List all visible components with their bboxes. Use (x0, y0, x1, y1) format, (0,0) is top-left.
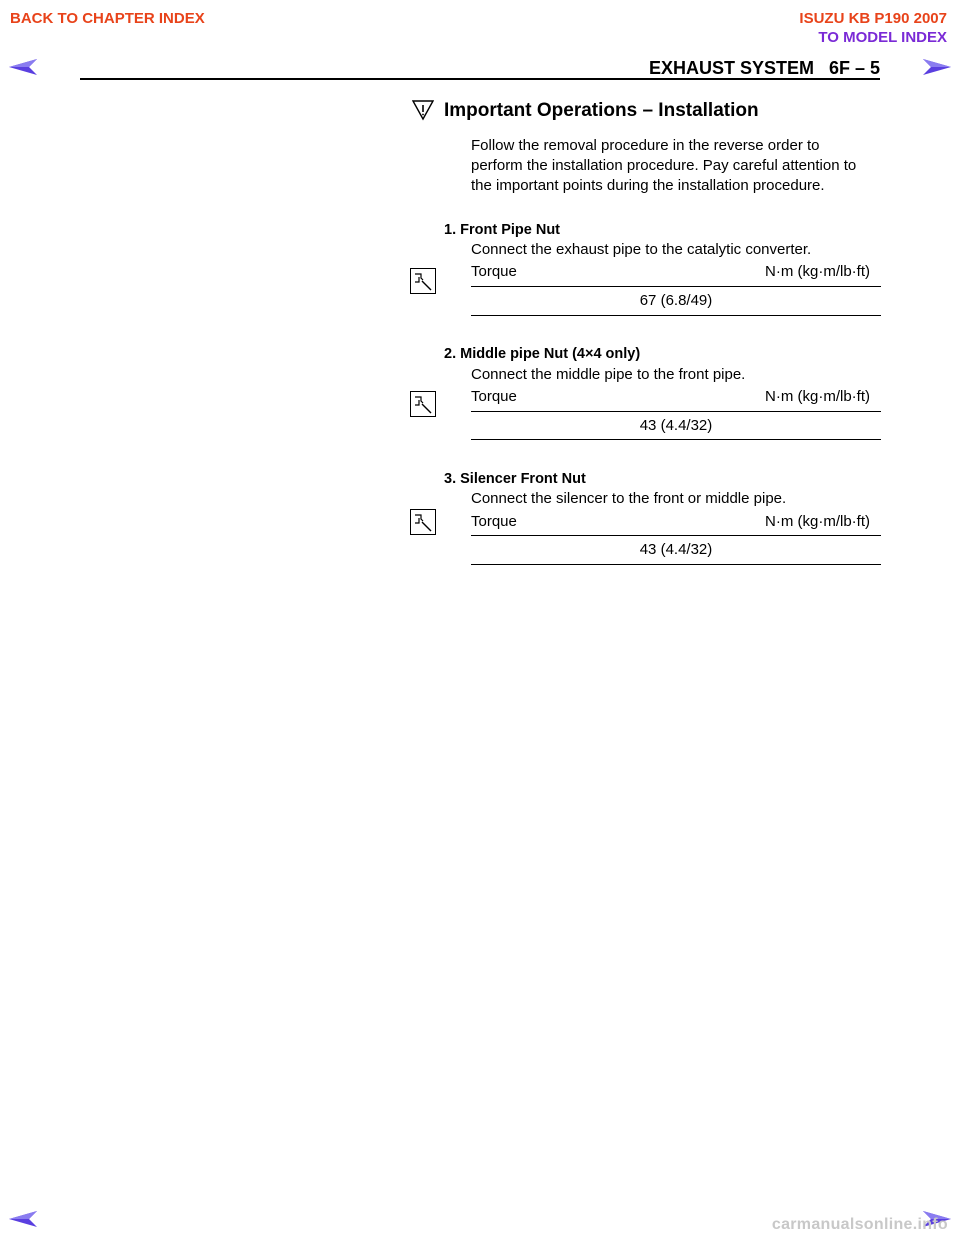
header-divider (80, 78, 880, 80)
caution-triangle-icon (412, 99, 434, 121)
table-divider (471, 315, 881, 316)
page-header-title: EXHAUST SYSTEM 6F – 5 (648, 58, 880, 78)
step-2-torque-label: Torque (471, 388, 517, 405)
torque-wrench-icon (410, 509, 436, 535)
step-3-description: Connect the silencer to the front or middle pipe. (471, 490, 787, 507)
intro-line: perform the installation procedure. Pay careful attention to (471, 157, 857, 174)
step-2-torque-unit: N·m (kg·m/lb·ft) (765, 388, 870, 405)
table-divider (471, 564, 881, 565)
step-1-heading: 1. Front Pipe Nut (444, 222, 560, 238)
model-title: ISUZU KB P190 2007 (799, 10, 947, 27)
back-to-chapter-index-link[interactable]: BACK TO CHAPTER INDEX (10, 10, 205, 27)
torque-wrench-icon (410, 268, 436, 294)
step-3-torque-value: 43 (4.4/32) (639, 541, 713, 558)
intro-line: Follow the removal procedure in the reverse order to (471, 137, 820, 154)
step-2-torque-value: 43 (4.4/32) (639, 417, 713, 434)
step-2-description: Connect the middle pipe to the front pipe. (471, 366, 746, 383)
step-3-torque-unit: N·m (kg·m/lb·ft) (765, 513, 870, 530)
next-page-arrow-icon[interactable] (922, 58, 952, 76)
intro-line: the important points during the installation procedure. (471, 177, 825, 194)
table-divider (471, 286, 881, 287)
to-model-index-link[interactable]: TO MODEL INDEX (818, 29, 947, 46)
table-divider (471, 411, 881, 412)
site-watermark: carmanualsonline.info (771, 1216, 948, 1233)
step-1-description: Connect the exhaust pipe to the catalytic converter. (471, 241, 812, 258)
step-1-torque-value: 67 (6.8/49) (639, 292, 713, 309)
previous-page-bottom-arrow-icon[interactable] (8, 1210, 38, 1228)
step-3-torque-label: Torque (471, 513, 517, 530)
section-title: Important Operations – Installation (444, 100, 759, 121)
intro-paragraph (471, 136, 881, 196)
previous-page-arrow-icon[interactable] (8, 58, 38, 76)
table-divider (471, 535, 881, 536)
step-3-heading: 3. Silencer Front Nut (444, 471, 586, 487)
step-1-torque-unit: N·m (kg·m/lb·ft) (765, 263, 870, 280)
step-2-heading: 2. Middle pipe Nut (4×4 only) (444, 346, 641, 362)
table-divider (471, 439, 881, 440)
step-1-torque-label: Torque (471, 263, 517, 280)
torque-wrench-icon (410, 391, 436, 417)
